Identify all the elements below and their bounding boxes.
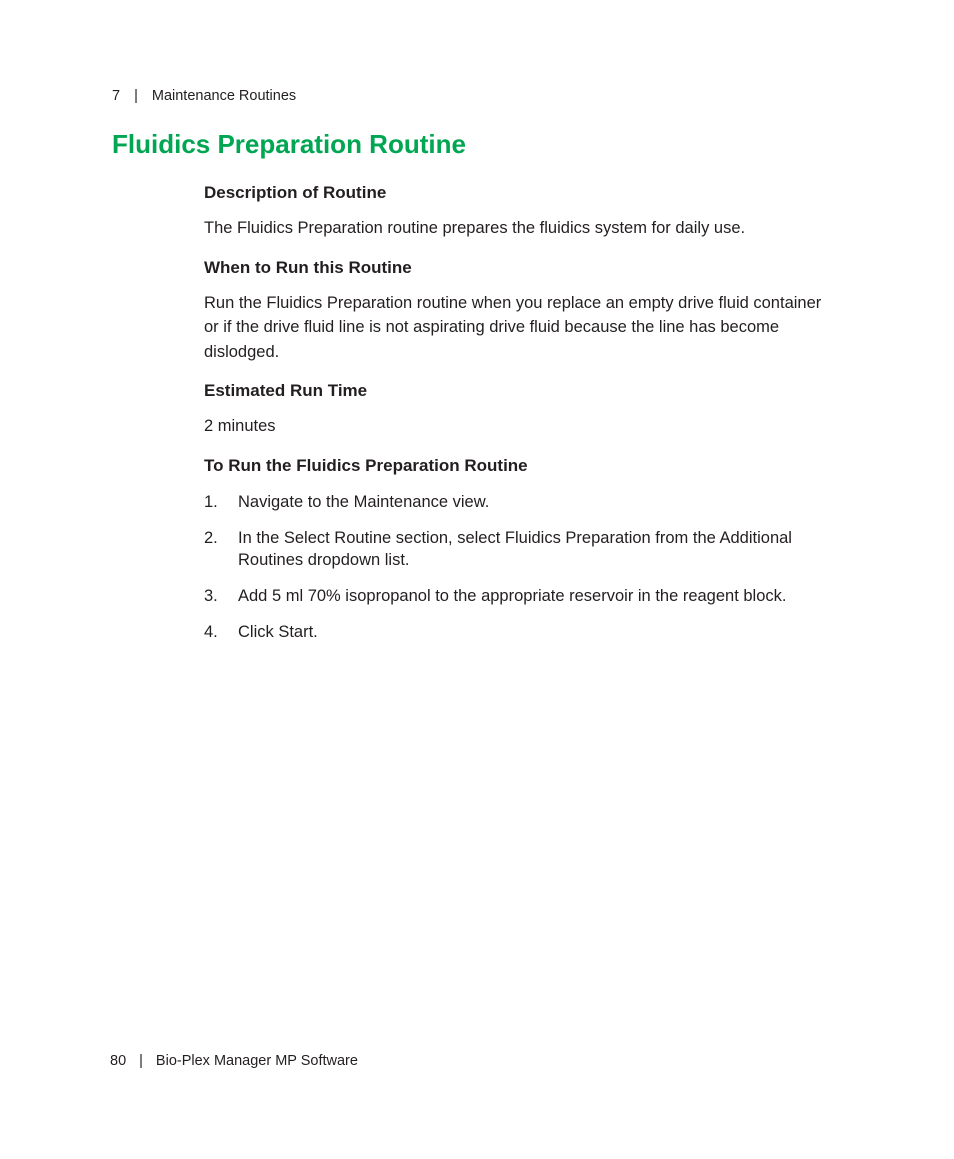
run-time-heading: Estimated Run Time bbox=[204, 381, 368, 400]
step-item bbox=[204, 527, 824, 571]
step-item bbox=[204, 491, 824, 513]
procedure-steps bbox=[204, 491, 824, 643]
running-header bbox=[112, 87, 296, 105]
step-text: Navigate to the Maintenance view. bbox=[238, 492, 490, 511]
when-to-run-heading: When to Run this Routine bbox=[204, 257, 412, 277]
step-text: Add 5 ml 70% isopropanol to the appropriate reservoir in the reagent block. bbox=[238, 586, 787, 605]
description-heading: Description of Routine bbox=[204, 183, 387, 202]
step-item bbox=[204, 621, 824, 643]
page-number: 80 bbox=[110, 1053, 127, 1069]
step-number: 1. bbox=[204, 492, 218, 511]
step-item bbox=[204, 585, 824, 607]
chapter-title: Maintenance Routines bbox=[151, 88, 297, 104]
when-to-run-text: Run the Fluidics Preparation routine when you replace an empty drive fluid container or if the drive fluid line is not aspirating drive fluid because the line has become dislodged. bbox=[204, 293, 822, 361]
footer-separator: | bbox=[139, 1053, 143, 1069]
description-text: The Fluidics Preparation routine prepares the fluidics system for daily use. bbox=[204, 219, 746, 237]
run-time-text: 2 minutes bbox=[204, 417, 276, 435]
step-text: Click Start. bbox=[238, 622, 318, 641]
main-content bbox=[204, 182, 824, 643]
step-number: 4. bbox=[204, 622, 218, 641]
document-title: Bio-Plex Manager MP Software bbox=[155, 1053, 358, 1069]
header-separator: | bbox=[134, 88, 138, 104]
step-number: 2. bbox=[204, 528, 218, 547]
procedure-heading: To Run the Fluidics Preparation Routine bbox=[204, 455, 528, 475]
page-title: Fluidics Preparation Routine bbox=[112, 129, 466, 159]
chapter-number: 7 bbox=[112, 88, 121, 104]
running-footer bbox=[110, 1052, 358, 1070]
step-number: 3. bbox=[204, 586, 218, 605]
step-text: In the Select Routine section, select Fluidics Preparation from the Additional Routines dropdown list. bbox=[238, 528, 792, 569]
